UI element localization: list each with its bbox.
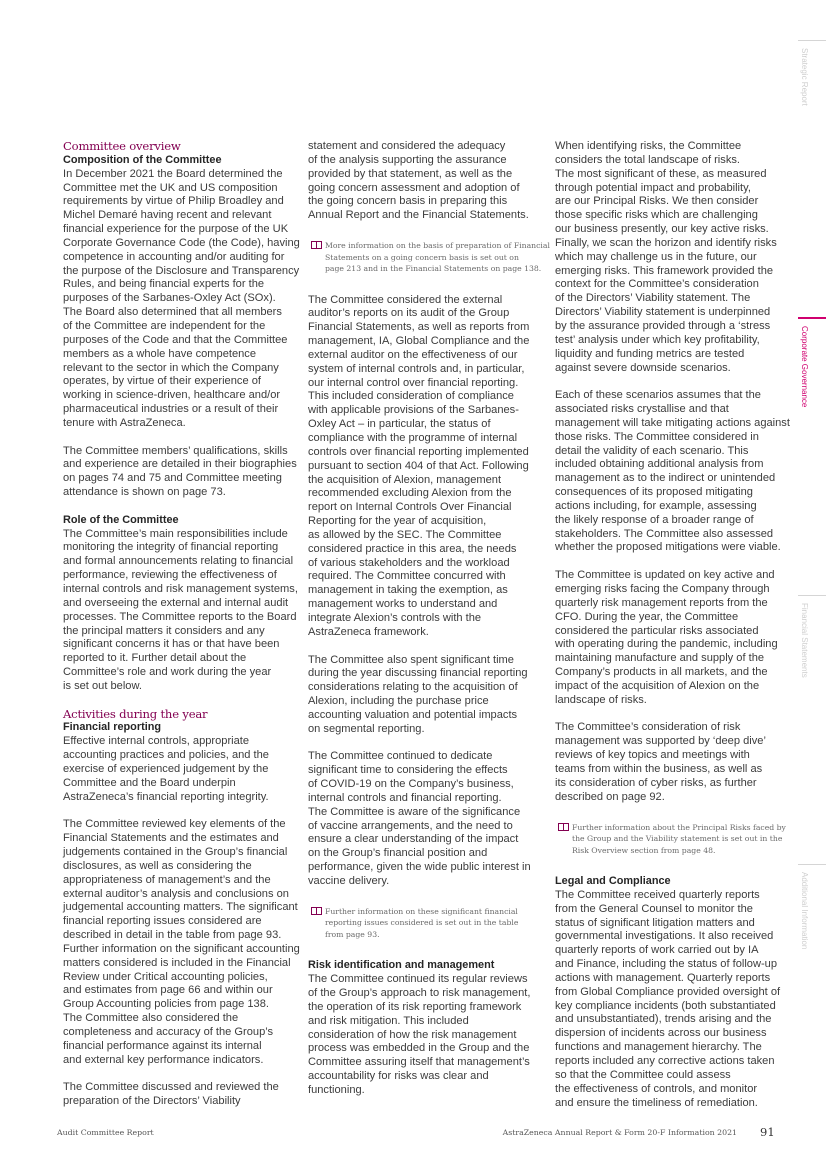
text-line: considerations relating to the acquisition of	[308, 681, 518, 694]
text-line: of vaccine arrangements, and the need to	[308, 819, 513, 832]
text-line: those specific risks which are challenging	[555, 209, 758, 222]
text-line: Role of the Committee	[63, 513, 179, 526]
text-line: More information on the basis of preparation of Financial	[325, 241, 550, 251]
text-line: from the General Counsel to monitor the	[555, 902, 753, 915]
text-line: by the assurance provided through a ‘stress	[555, 319, 771, 332]
paragraph	[308, 973, 546, 1098]
text-line: Financial reporting	[63, 721, 162, 734]
text-line: through potential impact and probability,	[555, 181, 751, 194]
text-line: pharmaceutical industries or a result of their	[63, 403, 279, 416]
text-line: actions including, for example, assessing	[555, 499, 757, 512]
text-line: of COVID-19 on the Company’s business,	[308, 778, 514, 791]
tab-label: Strategic Report	[800, 48, 809, 106]
text-line: When identifying risks, the Committee	[555, 140, 742, 152]
paragraph	[63, 445, 301, 500]
text-line: Group Accounting policies from page 138.	[63, 998, 269, 1011]
text-line: and experience are detailed in their biographies	[63, 458, 297, 471]
paragraph	[555, 889, 793, 1111]
text-line: The Committee reviewed key elements of the	[63, 818, 286, 831]
tab-divider	[798, 317, 826, 319]
text-line: the purpose of the Disclosure and Transparency	[63, 264, 300, 277]
text-line: reports included any corrective actions taken	[555, 1054, 775, 1067]
paragraph	[555, 140, 793, 375]
text-line: from page 93.	[325, 929, 380, 939]
text-line: Each of these scenarios assumes that the	[555, 389, 761, 402]
text-line: and unsubstantiated), trends arising and the	[555, 1013, 772, 1026]
footer-publication-title: AstraZeneca Annual Report & Form 20-F Information 2021	[502, 1128, 737, 1137]
text-line: context for the Committee’s consideration	[555, 278, 759, 291]
text-line: reporting issues considered is set out in the table	[325, 918, 519, 928]
text-line: vaccine delivery.	[308, 875, 390, 887]
text-line: Review under Critical accounting policies,	[63, 970, 268, 983]
text-line: Corporate Governance Code (the Code), having	[63, 236, 300, 249]
text-line: internal controls and risk management systems,	[63, 583, 298, 595]
text-line: The Committee’s main responsibilities include	[63, 527, 288, 540]
text-line: so that the Committee could assess	[555, 1068, 731, 1081]
text-line: required. The Committee concurred with	[308, 570, 506, 583]
text-line: processes. The Committee reports to the Board	[63, 610, 297, 623]
text-line: status of significant litigation matters and	[555, 916, 755, 929]
cross-reference-note	[558, 822, 793, 857]
text-line: completeness and accuracy of the Group’s	[63, 1026, 274, 1038]
text-line: Legal and Compliance	[555, 875, 671, 887]
text-line: and external key performance indicators.	[63, 1053, 264, 1066]
text-line: functions and management hierarchy. The	[555, 1041, 762, 1054]
text-line: and estimates from page 66 and within our	[63, 984, 273, 997]
text-line: the principal matters it considers and any	[63, 624, 265, 637]
text-line: which may challenge us in the future, our	[555, 250, 757, 263]
text-line: stakeholders. The Committee also assessed	[555, 527, 774, 540]
paragraph	[555, 569, 793, 707]
text-line: of various stakeholders and the workload	[308, 556, 510, 569]
text-line: The Committee received quarterly reports	[555, 888, 760, 901]
text-line: associated risks crystallise and that	[555, 403, 729, 416]
tab-divider	[798, 595, 826, 596]
text-line: The Committee discussed and reviewed the	[63, 1081, 279, 1094]
text-line: maintaining manufacture and supply of the	[555, 652, 765, 665]
text-line: Further information on these significant financial	[325, 906, 518, 916]
text-line: with operating during the pandemic, including	[555, 638, 778, 651]
text-line: process was embedded in the Group and the	[308, 1042, 530, 1055]
text-line: management, IA, Global Compliance and the	[308, 335, 530, 348]
text-line: and formal announcements relating to financial	[63, 555, 294, 568]
text-line: auditor’s reports on its audit of the Group	[308, 307, 510, 320]
text-line: compliance with the programme of internal	[308, 432, 518, 444]
book-icon	[311, 241, 322, 249]
text-line: significant time to considering the effects	[308, 764, 508, 777]
paragraph	[308, 140, 546, 223]
text-line: Finally, we scan the horizon and identify risks	[555, 236, 777, 249]
text-line: reviews of key topics and meetings with	[555, 749, 750, 762]
paragraph	[308, 750, 546, 888]
text-line: relevant to the sector in which the Company	[63, 361, 279, 374]
book-icon	[558, 823, 569, 831]
tab-label: Corporate Governance	[800, 325, 809, 407]
text-line: quarterly risk management reports from the	[555, 596, 768, 609]
text-line: consequences of its proposed mitigating	[555, 486, 753, 499]
text-line: appropriateness of management’s and the	[63, 873, 271, 886]
text-line: on segmental reporting.	[308, 722, 425, 735]
text-line: landscape of risks.	[555, 693, 647, 706]
text-line: monitoring the integrity of financial reporting	[63, 541, 279, 554]
text-line: emerging risks facing the Company through	[555, 583, 770, 595]
text-line: Michel Demaré having recent and relevant	[63, 209, 272, 222]
text-line: Alexion, including the purchase price	[308, 695, 489, 708]
text-line: quarterly reports of work carried out by IA	[555, 944, 759, 957]
text-line: Statements on a going concern basis is set out on	[325, 252, 519, 262]
text-line: significant concerns it has or that have been	[63, 638, 280, 651]
text-line: The Committee’s consideration of risk	[555, 721, 741, 734]
subheading	[63, 154, 301, 168]
paragraph	[555, 721, 793, 804]
text-line: detail the validity of each scenario. This	[555, 444, 749, 457]
text-line: ensure a clear understanding of the impact	[308, 833, 519, 846]
text-line: functioning.	[308, 1083, 365, 1096]
text-line: integrate Alexion’s controls with the	[308, 611, 482, 624]
text-line: requirements by virtue of Philip Broadley and	[63, 195, 284, 208]
text-line: liquidity and funding metrics are tested	[555, 347, 745, 360]
book-icon	[311, 907, 322, 915]
text-line: the going concern basis in preparing this	[308, 195, 508, 208]
text-line: of the Directors’ Viability statement. The	[555, 292, 751, 305]
tab-label: Additional Information	[800, 872, 809, 950]
text-line: teams from within the business, as well as	[555, 762, 763, 775]
text-line: during the year discussing financial reporting	[308, 667, 528, 680]
text-line: purposes of the Code and that the Committee	[63, 333, 288, 346]
text-line: The Committee continued its regular reviews	[308, 973, 528, 986]
text-line: our internal control over financial reporting.	[308, 376, 519, 389]
text-line: considers the total landscape of risks.	[555, 153, 740, 166]
text-line: report on Internal Controls Over Financial	[308, 501, 512, 514]
text-line: judgemental accounting matters. The significant	[63, 901, 298, 914]
text-line: management will take mitigating actions against	[555, 416, 790, 429]
text-line: operates, by virtue of their experience of	[63, 375, 261, 388]
subheading	[555, 875, 793, 889]
text-line: Committee and the Board underpin	[63, 776, 236, 789]
text-line: financial experience for the purpose of the UK	[63, 223, 289, 236]
text-line: The Committee is aware of the significance	[308, 805, 521, 818]
heading	[63, 140, 301, 154]
text-line: included obtaining additional analysis from	[555, 458, 764, 471]
text-line: external auditor on the effectiveness of our	[308, 348, 518, 361]
text-line: our business presently, our key active risks.	[555, 223, 769, 236]
text-line: recommended excluding Alexion from the	[308, 487, 512, 500]
text-line: Activities during the year	[63, 706, 208, 721]
text-line: described in detail in the table from page 93.	[63, 929, 282, 942]
text-line: of the Group’s approach to risk management,	[308, 987, 531, 1000]
text-line: of the Committee are independent for the	[63, 319, 266, 332]
paragraph	[63, 528, 301, 694]
text-line: as allowed by the SEC. The Committee	[308, 528, 502, 541]
text-line: pursuant to section 404 of that Act. Following	[308, 459, 529, 472]
text-line: those risks. The Committee considered in	[555, 430, 759, 443]
text-line: dispersion of incidents across our business	[555, 1027, 767, 1040]
text-line: The most significant of these, as measured	[555, 167, 767, 180]
text-line: system of internal controls and, in particular,	[308, 362, 525, 375]
text-line: the Group and the Viability statement is set out in the	[572, 834, 783, 843]
text-line: Directors’ Viability statement is underpinned	[555, 306, 771, 319]
text-line: against severe downside scenarios.	[555, 361, 731, 374]
text-line: performance, reviewing the effectiveness of	[63, 569, 277, 582]
text-line: AstraZeneca framework.	[308, 625, 429, 638]
text-line: statement and considered the adequacy	[308, 140, 506, 152]
text-line: considered the particular risks associated	[555, 624, 759, 637]
text-line: management as to the indirect or unintended	[555, 472, 776, 485]
text-line: management works to understand and	[308, 598, 498, 611]
text-line: from Global Compliance provided oversight of	[555, 985, 781, 998]
text-line: considered practice in this area, the needs	[308, 542, 517, 555]
tab-strategic-report[interactable]	[798, 40, 826, 106]
text-line: Further information on the significant accounting	[63, 942, 300, 955]
text-line: the effectiveness of controls, and monitor	[555, 1082, 758, 1095]
tab-divider	[798, 40, 826, 41]
text-line: its consideration of cyber risks, as further	[555, 776, 757, 789]
tab-financial-statements[interactable]	[798, 595, 826, 678]
text-line: performance, given the wide public interest in	[308, 861, 531, 874]
text-line: financial reporting issues considered are	[63, 915, 262, 928]
footer-section-title: Audit Committee Report	[57, 1128, 154, 1137]
text-line: management was supported by ‘deep dive’	[555, 735, 766, 748]
text-line: tenure with AstraZeneca.	[63, 416, 186, 429]
text-line: CFO. During the year, the Committee	[555, 610, 739, 623]
text-line: the likely response of a broader range of	[555, 513, 754, 526]
paragraph	[555, 389, 793, 555]
cross-reference-note	[311, 240, 550, 275]
text-line: accountability for risks was clear and	[308, 1070, 489, 1083]
paragraph	[63, 168, 301, 431]
text-line: preparation of the Directors’ Viability	[63, 1095, 241, 1108]
text-line: matters considered is included in the Financial	[63, 956, 291, 969]
text-line: Risk identification and management	[308, 959, 495, 972]
text-line: members as a whole have competence	[63, 347, 257, 360]
text-line: external auditor’s analysis and conclusions on	[63, 887, 289, 900]
text-line: on pages 74 and 75 and Committee meeting	[63, 472, 282, 485]
text-line: controls over financial reporting implemented	[308, 445, 529, 458]
text-line: This included consideration of compliance	[308, 390, 514, 403]
text-line: The Committee is updated on key active and	[555, 569, 775, 582]
text-line: test’ analysis under which key profitability,	[555, 333, 760, 346]
text-line: In December 2021 the Board determined the	[63, 167, 283, 180]
paragraph	[63, 735, 301, 804]
text-line: exercise of experienced judgement by the	[63, 762, 269, 775]
heading	[63, 708, 301, 722]
text-line: The Committee also considered the	[63, 1012, 239, 1025]
text-column-left	[63, 140, 301, 1123]
text-line: Rules, and being financial experts for the	[63, 278, 265, 291]
paragraph	[63, 818, 301, 1067]
text-line: financial performance against its internal	[63, 1039, 262, 1052]
paragraph	[63, 1081, 301, 1109]
text-line: is set out below.	[63, 679, 142, 692]
text-line: management in taking the exemption, as	[308, 584, 508, 597]
text-line: Committee assuring itself that management’s	[308, 1056, 530, 1069]
text-line: page 213 and in the Financial Statements on page 138.	[325, 264, 542, 274]
text-line: and risk mitigation. This included	[308, 1014, 469, 1027]
text-line: The Committee members’ qualifications, skills	[63, 444, 288, 457]
text-line: with applicable provisions of the Sarbanes-	[308, 404, 519, 417]
text-line: attendance is shown on page 73.	[63, 486, 226, 499]
tab-label: Financial Statements	[800, 603, 809, 678]
text-line: AstraZeneca’s financial reporting integrity.	[63, 790, 269, 803]
text-line: provided by that statement, as well as the	[308, 167, 513, 180]
subheading	[63, 721, 301, 735]
subheading	[308, 959, 546, 973]
text-line: emerging risks. This framework provided the	[555, 264, 774, 277]
text-line: consideration of how the risk management	[308, 1028, 517, 1041]
text-line: the acquisition of Alexion, management	[308, 473, 502, 486]
text-line: Annual Report and the Financial Statements.	[308, 209, 529, 222]
text-column-middle	[308, 140, 550, 1112]
text-line: accounting valuation and potential impacts	[308, 708, 518, 721]
text-line: actions with management. Quarterly reports	[555, 971, 771, 984]
text-line: working in science-driven, healthcare and/or	[63, 389, 281, 402]
tab-divider	[798, 864, 826, 865]
text-line: Effective internal controls, appropriate	[63, 735, 250, 748]
tab-corporate-governance[interactable]	[798, 317, 826, 407]
text-line: Committee’s role and work during the year	[63, 666, 272, 679]
cross-reference-note	[311, 906, 546, 941]
text-line: Reporting for the year of acquisition,	[308, 515, 487, 528]
text-line: The Board also determined that all members	[63, 306, 282, 319]
text-line: Risk Overview section from page 48.	[572, 845, 716, 855]
text-line: key compliance incidents (both substantiated	[555, 999, 776, 1012]
text-line: impact of the acquisition of Alexion on the	[555, 679, 760, 692]
text-line: Composition of the Committee	[63, 153, 222, 166]
text-line: Company’s products in all markets, and the	[555, 666, 768, 679]
text-line: reported to it. Further detail about the	[63, 652, 247, 665]
text-line: The Committee also spent significant time	[308, 653, 514, 666]
text-line: The Committee considered the external	[308, 293, 503, 306]
text-line: Further information about the Principal Risks faced by	[572, 822, 786, 832]
text-line: governmental investigations. It also received	[555, 930, 774, 943]
text-line: competence in accounting and/or auditing for	[63, 250, 285, 263]
paragraph	[308, 654, 546, 737]
text-line: on the Group’s financial position and	[308, 847, 488, 860]
text-line: accounting practices and policies, and the	[63, 749, 269, 762]
subheading	[63, 514, 301, 528]
text-line: internal controls and financial reporting.	[308, 791, 502, 804]
text-line: Financial Statements and the estimates and	[63, 832, 279, 845]
tab-additional-information[interactable]	[798, 864, 826, 949]
text-line: The Committee continued to dedicate	[308, 750, 493, 763]
text-line: Oxley Act – in particular, the status of	[308, 418, 491, 431]
text-line: and Finance, including the status of follow-up	[555, 958, 778, 971]
text-line: described on page 92.	[555, 790, 665, 803]
text-line: purposes of the Sarbanes-Oxley Act (SOx).	[63, 292, 276, 305]
paragraph	[308, 294, 546, 640]
text-line: whether the proposed mitigations were viable.	[555, 541, 781, 554]
text-line: judgements contained in the Group’s financial	[63, 846, 288, 859]
text-line: Financial Statements, as well as reports from	[308, 321, 530, 334]
text-line: Committee met the UK and US composition	[63, 181, 278, 194]
text-line: and ensure the timeliness of remediation.	[555, 1096, 758, 1109]
text-line: going concern assessment and adoption of	[308, 181, 520, 194]
text-line: the operation of its risk reporting framework	[308, 1000, 522, 1013]
text-line: disclosures, as well as considering the	[63, 859, 252, 872]
text-column-right	[555, 140, 793, 1124]
text-line: and overseeing the external and internal audit	[63, 596, 289, 609]
text-line: of the analysis supporting the assurance	[308, 153, 507, 166]
page-number: 91	[760, 1125, 775, 1139]
text-line: are our Principal Risks. We then consider	[555, 195, 759, 208]
text-line: Committee overview	[63, 139, 181, 153]
